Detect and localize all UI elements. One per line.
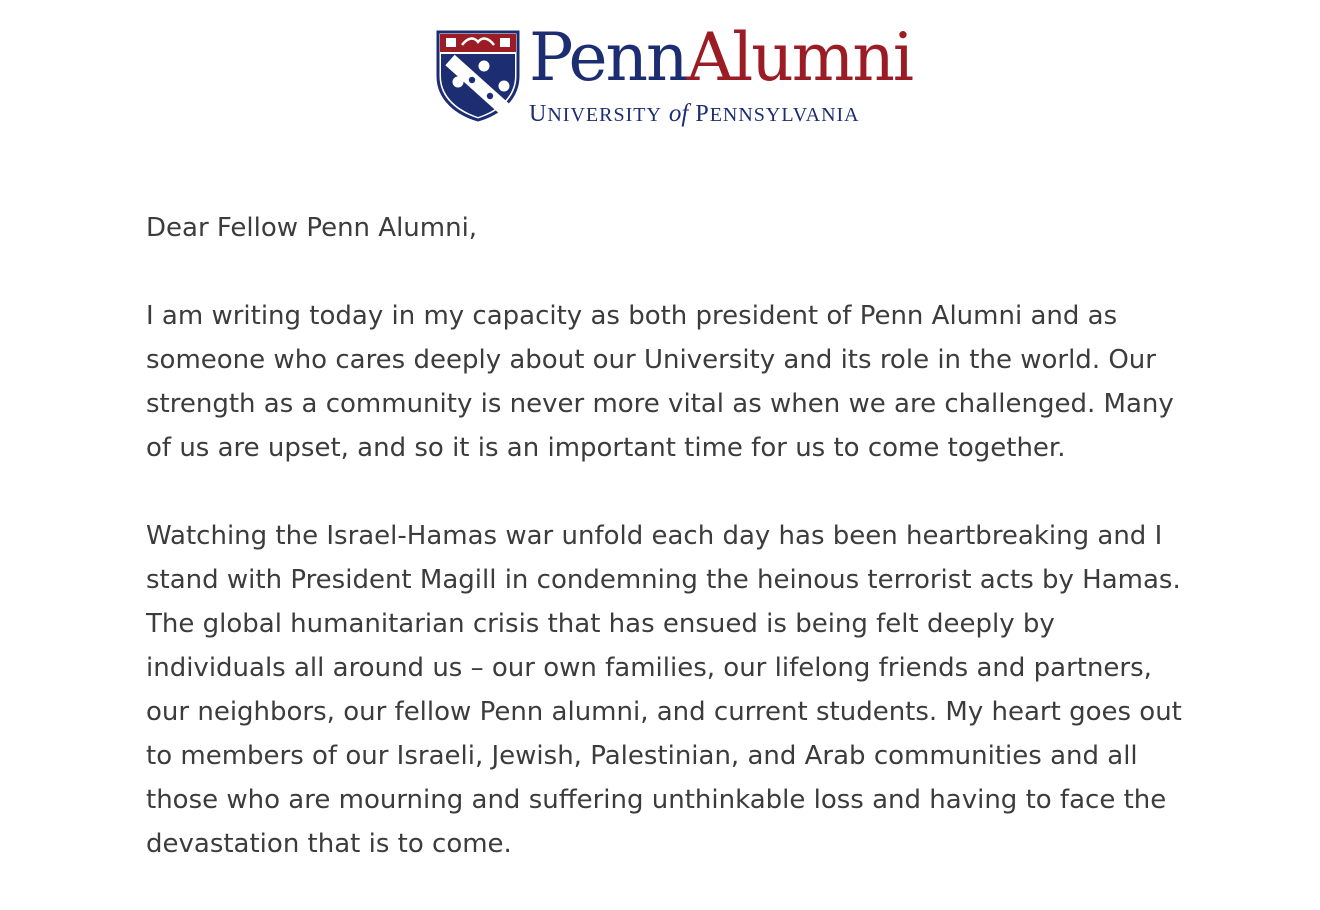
letter-header [0,0,1320,150]
university-rest: NIVERSITY [547,104,662,126]
pennsylvania-p: P [695,101,710,127]
penn-shield-logo [436,30,520,122]
wordmark-alumni: Alumni [686,19,912,96]
university-of: of [668,100,689,127]
paragraph-2: Watching the Israel-Hamas war unfold each day has been heartbreaking and I stand with President Magill in condemning the heinous terrorist acts by Hamas. The global humanitarian crisis that has ensued is being felt deeply by individuals all around us – our own families, our lifelong friends and partners, our neighbors, our fellow Penn alumni, and current students. My heart goes out to members of our Israeli, Jewish, Palestinian, and Arab communities and all those who are mourning and suffering unthinkable loss and having to face the devastation that is to come. [146,521,1182,859]
university-u: U [529,101,548,127]
pennsylvania-rest: ENNSYLVANIA [709,104,860,126]
university-name [529,98,860,130]
paragraph-1: I am writing today in my capacity as both president of Penn Alumni and as someone who cares deeply about our University and its role in the world. Our strength as a community is never more vital as when we are challenged. Many of us are upset, and so it is an important time for us to come together. [146,301,1174,463]
salutation: Dear Fellow Penn Alumni, [146,213,478,243]
penn-alumni-wordmark [529,18,912,98]
wordmark-penn: Penn [529,19,687,96]
letter-body [146,206,1256,910]
